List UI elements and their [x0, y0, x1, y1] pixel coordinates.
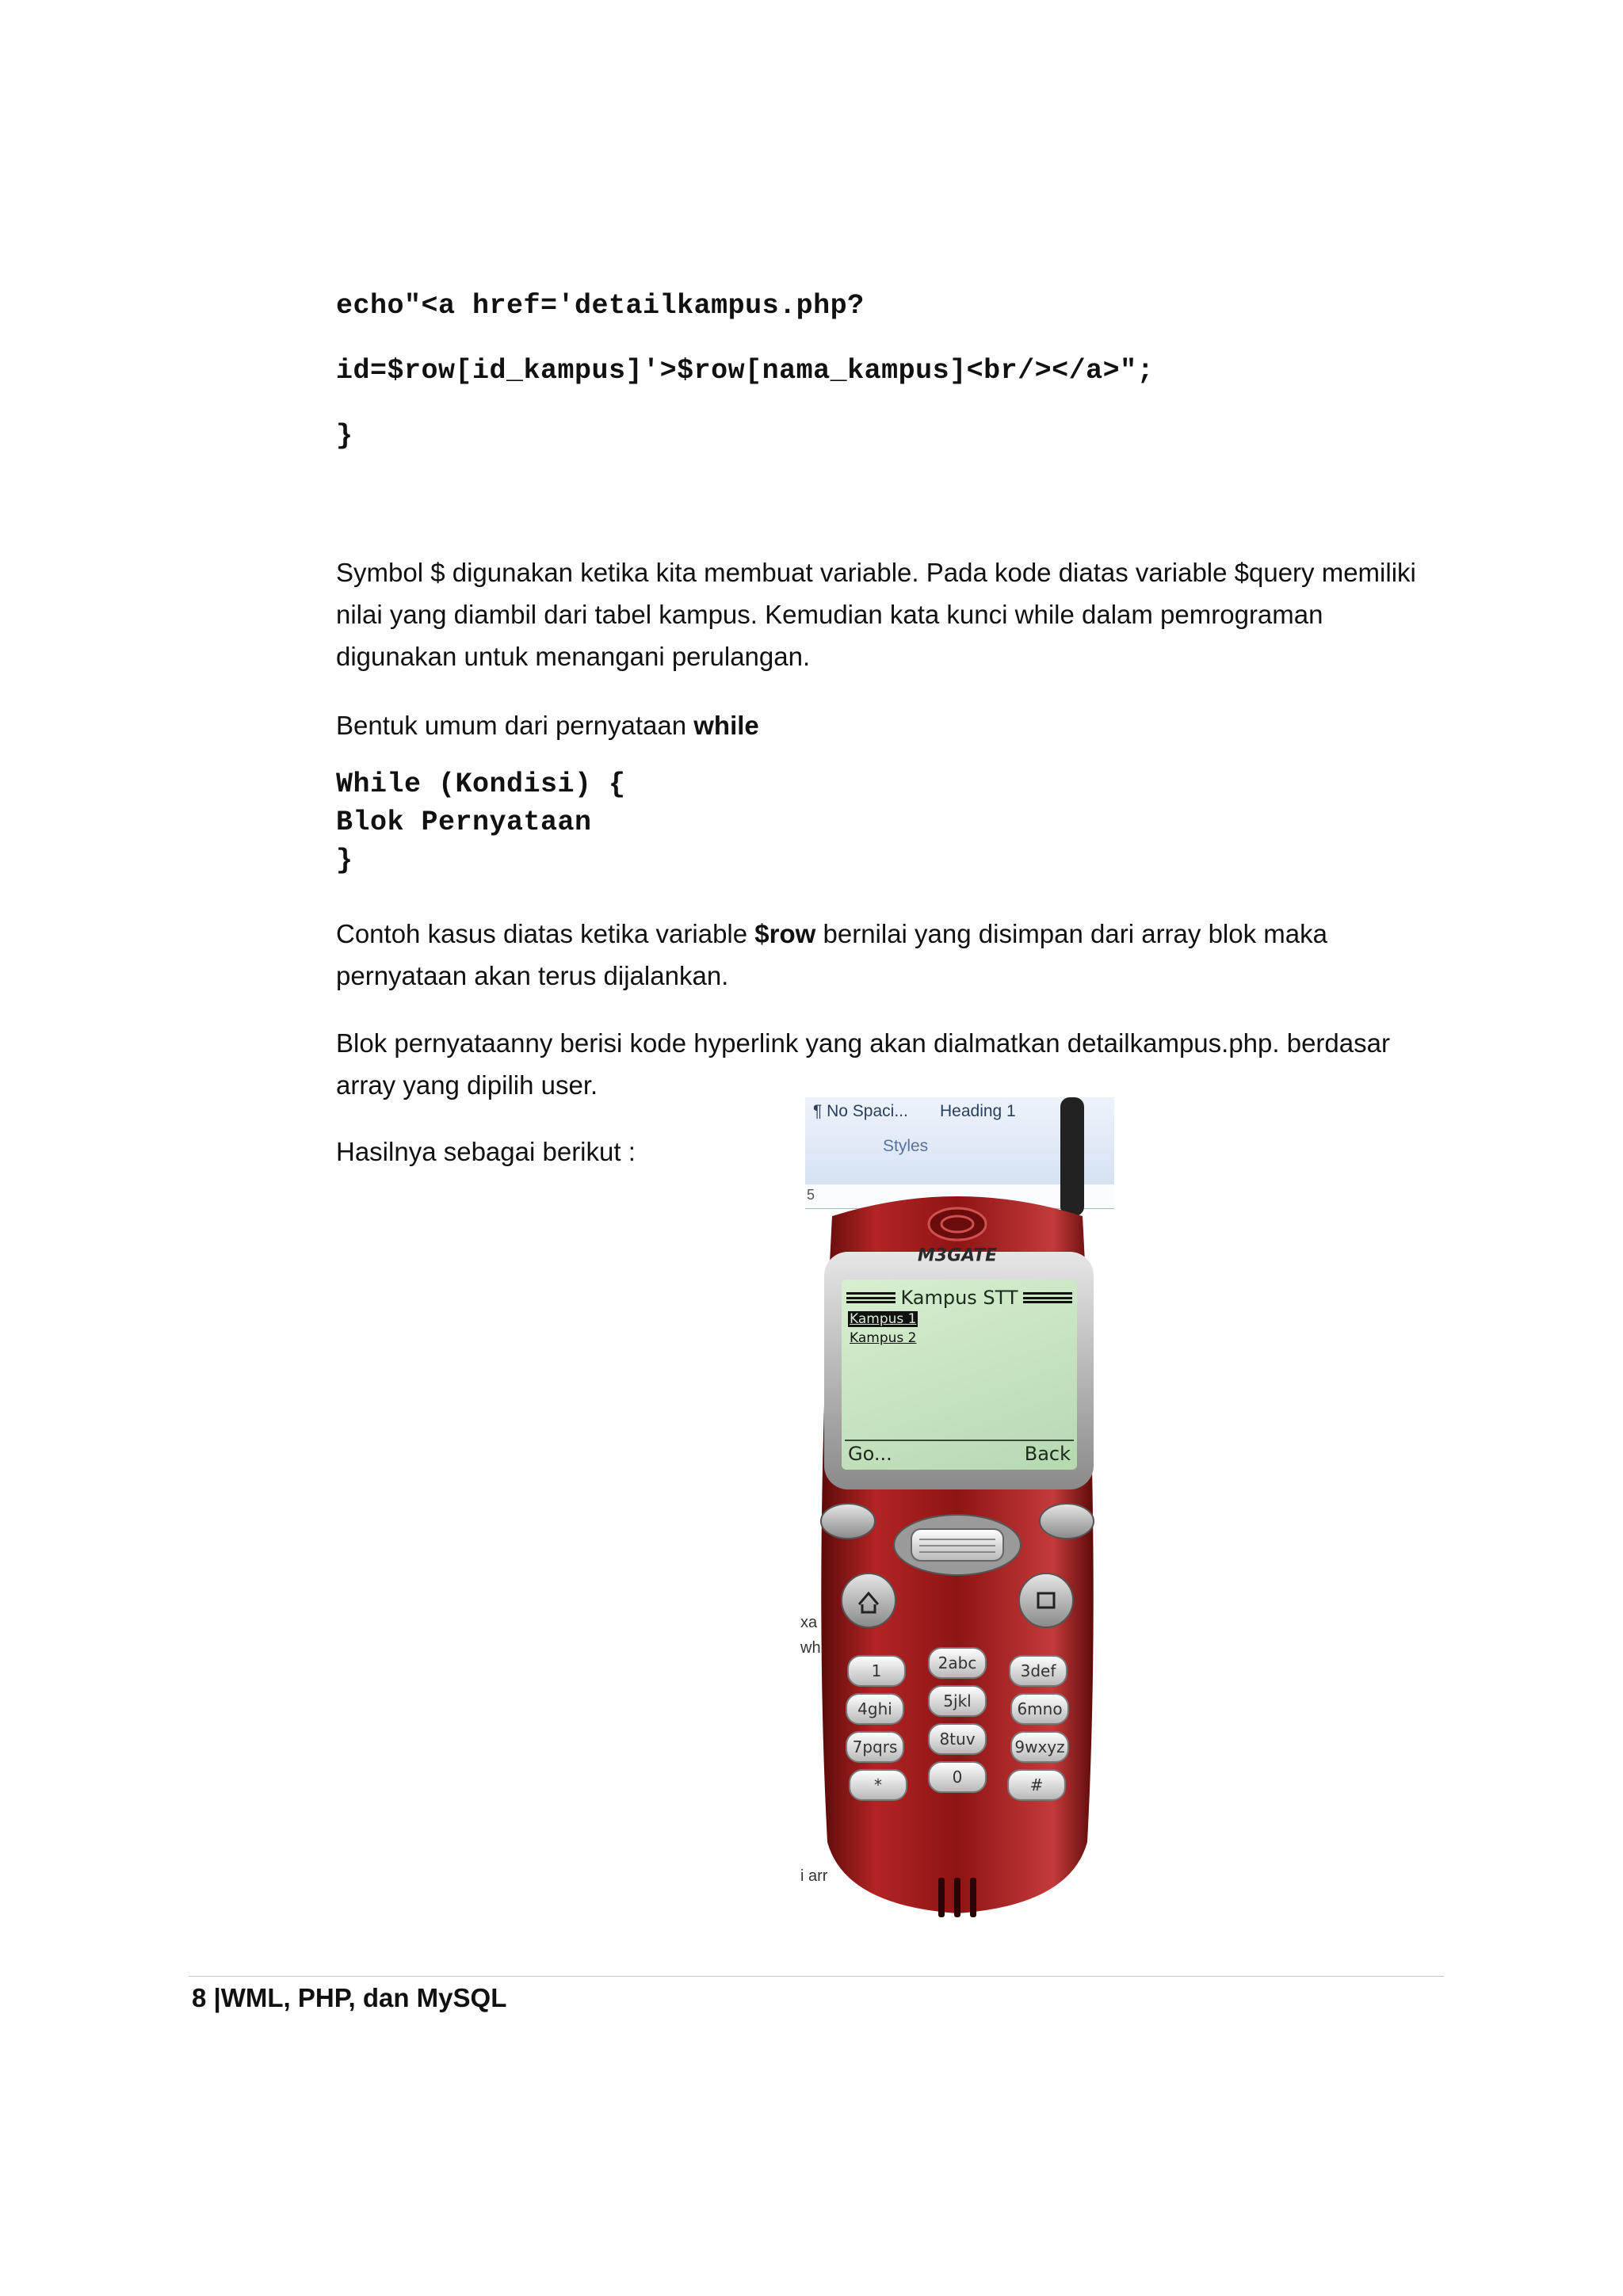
- key-4-label: 4ghi: [857, 1699, 892, 1718]
- key-8-label: 8tuv: [939, 1730, 976, 1749]
- code-line: While (Kondisi) {: [336, 769, 626, 800]
- softkey-bar: [845, 1440, 1074, 1465]
- link-kampus-2[interactable]: Kampus 2: [850, 1330, 917, 1346]
- phone-screen: [842, 1280, 1077, 1470]
- softkey-back-label[interactable]: Back: [1024, 1443, 1071, 1465]
- keyword-while: while: [693, 711, 759, 740]
- screen-title-row: [846, 1287, 1072, 1308]
- key-5-label: 5jkl: [943, 1691, 972, 1711]
- key-1-label: 1: [871, 1661, 882, 1680]
- ruler-mark: 5: [807, 1187, 815, 1203]
- code-line: }: [336, 420, 353, 452]
- paragraph: [336, 913, 1438, 997]
- style-heading-1: Heading 1: [940, 1102, 1016, 1120]
- key-hash-label: #: [1029, 1775, 1044, 1794]
- title-bars-right: [1023, 1292, 1072, 1303]
- paragraph-text: Contoh kasus diatas ketika variable: [336, 919, 755, 948]
- background-text-fragment: xa: [800, 1614, 818, 1631]
- keyword-row: $row: [754, 919, 816, 948]
- home-key-button[interactable]: [842, 1573, 896, 1627]
- brand-name: M3GATE: [917, 1245, 998, 1266]
- style-no-spacing: ¶ No Spaci...: [813, 1102, 908, 1120]
- background-text-fragment: i arr: [800, 1867, 828, 1885]
- paragraph: Symbol $ digunakan ketika kita membuat variable. Pada kode diatas variable $query memiliki nilai yang diambil dari tabel kampus. Kemudian kata kunci while dalam pemrograman digunakan untuk menangani perulangan.: [336, 558, 1416, 671]
- paragraph-text: Bentuk umum dari pernyataan: [336, 711, 694, 740]
- paragraph: Hasilnya sebagai berikut :: [336, 1137, 636, 1166]
- screen-title: Kampus STT: [900, 1287, 1018, 1309]
- phone-body: [800, 1097, 1114, 1929]
- paragraph: Blok pernyataanny berisi kode hyperlink yang akan dialmatkan detailkampus.php. berdasar array yang dipilih user.: [336, 1028, 1390, 1100]
- key-0-label: 0: [952, 1768, 963, 1787]
- left-softkey-button[interactable]: [821, 1504, 875, 1539]
- key-2-label: 2abc: [938, 1653, 977, 1672]
- right-softkey-button[interactable]: [1040, 1504, 1094, 1539]
- key-3-label: 3def: [1020, 1661, 1056, 1680]
- link-kampus-1[interactable]: Kampus 1: [850, 1311, 917, 1327]
- key-star-label: *: [874, 1775, 882, 1794]
- key-6-label: 6mno: [1017, 1699, 1063, 1718]
- page-footer: [192, 1983, 506, 2013]
- footer-title: |WML, PHP, dan MySQL: [213, 1983, 507, 2012]
- footer-divider: [189, 1976, 1444, 1977]
- paragraph-text: bernilai yang disimpan dari array blok maka pernyataan akan terus dijalankan.: [336, 919, 1327, 990]
- page-number: 8: [192, 1983, 207, 2012]
- key-7-label: 7pqrs: [852, 1737, 898, 1756]
- brand-logo-icon: [929, 1208, 986, 1240]
- key-9-label: 9wxyz: [1014, 1737, 1065, 1756]
- code-line: echo"<a href='detailkampus.php?: [336, 290, 865, 322]
- phone-emulator-screenshot: [800, 1097, 1114, 1929]
- code-line: Blok Pernyataan: [336, 807, 592, 838]
- speaker-grille: [938, 1878, 945, 1917]
- paragraph: [336, 704, 1438, 746]
- title-bars-left: [846, 1292, 896, 1303]
- antenna: [1060, 1097, 1084, 1216]
- code-line: }: [336, 845, 353, 876]
- styles-group-label: Styles: [883, 1137, 929, 1155]
- code-line: id=$row[id_kampus]'>$row[nama_kampus]<br/></a>";: [336, 355, 1155, 387]
- menu-key-button[interactable]: [1019, 1573, 1073, 1627]
- softkey-go-label[interactable]: Go...: [848, 1443, 892, 1465]
- background-text-fragment: wh: [800, 1639, 821, 1657]
